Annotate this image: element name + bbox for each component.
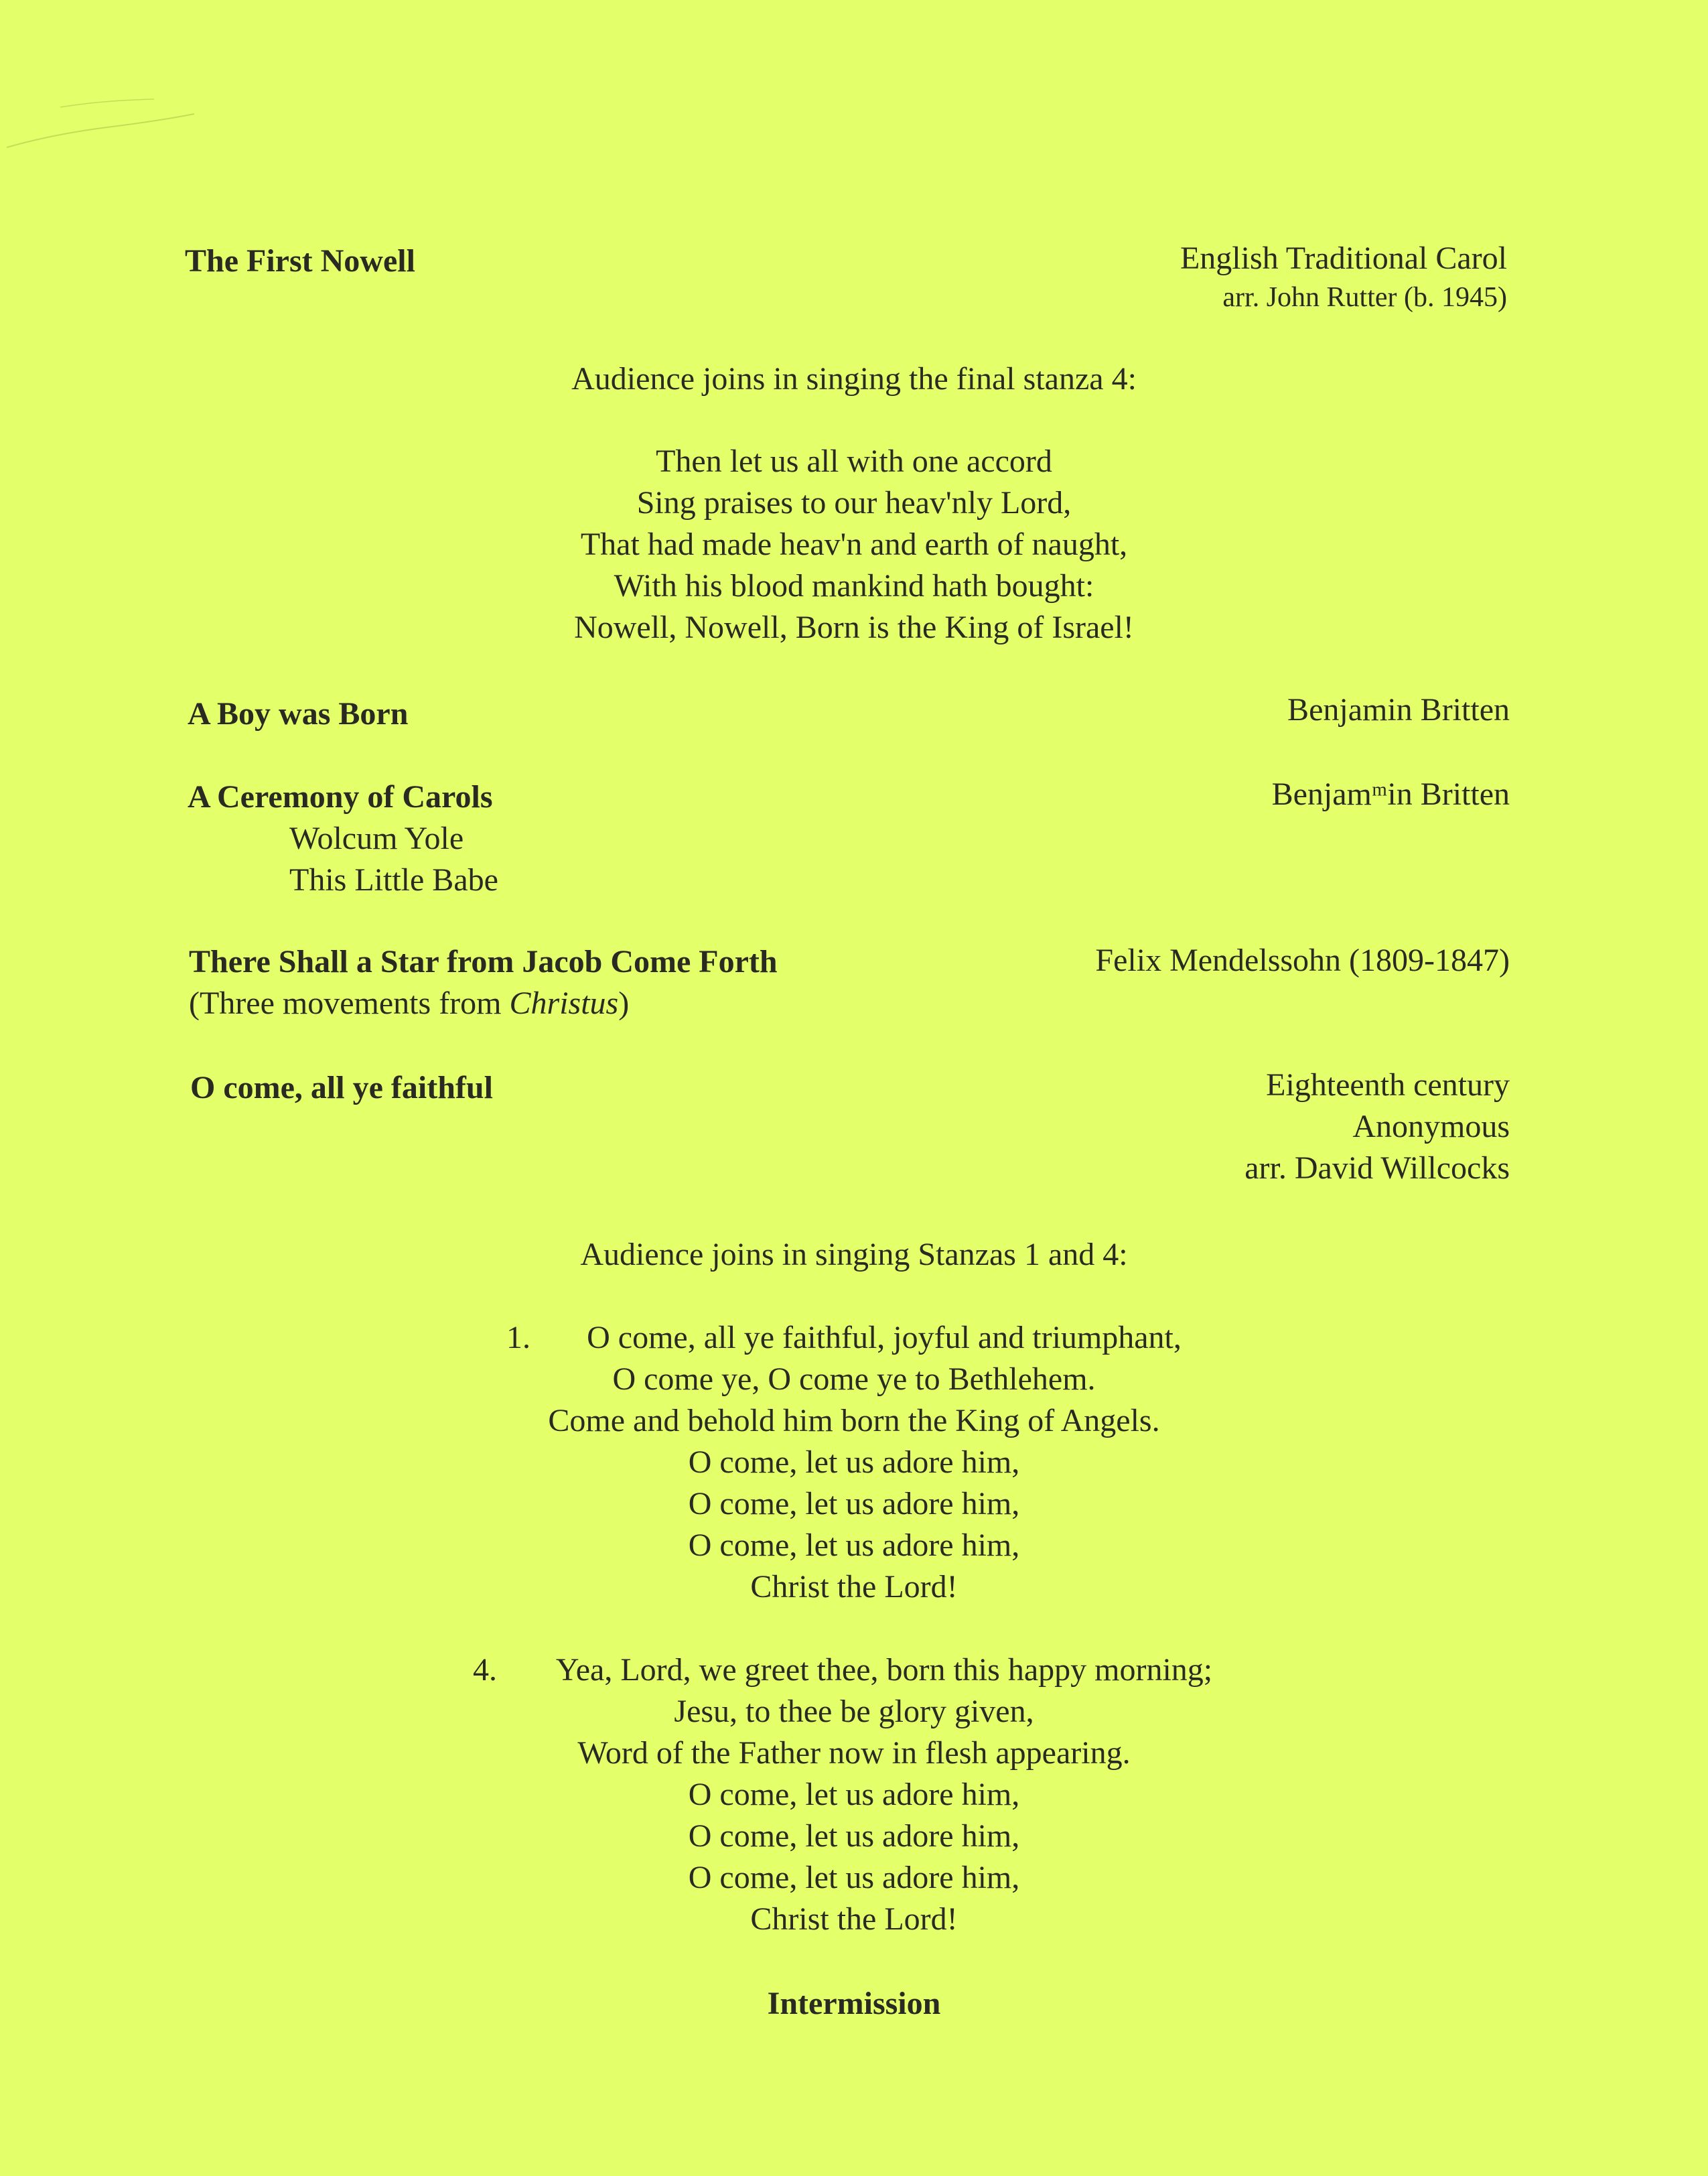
movement-wolcum-yole: Wolcum Yole — [289, 821, 464, 856]
lyric-line: That had made heav'n and earth of naught, — [580, 527, 1128, 562]
intermission-heading: Intermission — [767, 1986, 941, 2021]
lyric-line: Sing praises to our heav'nly Lord, — [636, 485, 1072, 521]
stanza-number: 4. — [473, 1652, 497, 1688]
audience-note-first-nowell: Audience joins in singing the final stanza 4: — [571, 361, 1137, 397]
credit-o-come-line1: Eighteenth century — [1266, 1067, 1510, 1103]
lyric-line: Christ the Lord! — [750, 1901, 958, 1937]
composer-ceremony-of-carols: Benjamᵐin Britten — [1271, 776, 1510, 812]
movement-this-little-babe: This Little Babe — [289, 862, 498, 898]
lyric-line: Jesu, to thee be glory given, — [674, 1694, 1034, 1729]
stanza-4 — [0, 1649, 1708, 1940]
credit-first-nowell-line2: arr. John Rutter (b. 1945) — [1222, 282, 1507, 313]
credit-first-nowell-line1: English Traditional Carol — [1180, 241, 1507, 276]
lyric-line: O come ye, O come ye to Bethlehem. — [612, 1361, 1096, 1397]
lyric-line: Then let us all with one accord — [656, 444, 1052, 479]
lyric-line: 1. O come, all ye faithful, joyful and triumphant, — [0, 1317, 1708, 1359]
composer-boy-was-born: Benjamin Britten — [1287, 692, 1510, 728]
lyric-line: Nowell, Nowell, Born is the King of Israel! — [574, 610, 1134, 645]
lyric-line: 4. Yea, Lord, we greet thee, born this happy morning; — [0, 1649, 1708, 1691]
subtitle-star-from-jacob: (Three movements from Christus) — [189, 985, 630, 1021]
piece-title-star-from-jacob: There Shall a Star from Jacob Come Forth — [189, 944, 778, 979]
stanza-number: 1. — [506, 1320, 530, 1355]
lyric-line: Christ the Lord! — [750, 1569, 958, 1605]
piece-title-boy-was-born: A Boy was Born — [188, 696, 409, 732]
lyric-line: Word of the Father now in flesh appearing. — [577, 1735, 1131, 1771]
paper-smudge — [0, 80, 201, 214]
lyric-line: O come, let us adore him, — [688, 1486, 1020, 1521]
lyric-line: O come, let us adore him, — [688, 1527, 1020, 1563]
piece-title-first-nowell: The First Nowell — [185, 243, 415, 279]
audience-note-o-come: Audience joins in singing Stanzas 1 and 4: — [580, 1237, 1128, 1272]
lyric-line: Come and behold him born the King of Angels. — [548, 1403, 1160, 1438]
lyric-line: O come, let us adore him, — [688, 1444, 1020, 1480]
subtitle-italic-christus: Christus — [509, 985, 619, 1021]
lyric-line: With his blood mankind hath bought: — [614, 568, 1094, 604]
lyric-line: O come, let us adore him, — [688, 1818, 1020, 1854]
piece-title-ceremony-of-carols: A Ceremony of Carols — [188, 779, 493, 815]
composer-star-from-jacob: Felix Mendelssohn (1809-1847) — [1095, 943, 1510, 978]
credit-o-come-line2: Anonymous — [1352, 1109, 1510, 1144]
credit-o-come-line3: arr. David Willcocks — [1244, 1150, 1510, 1186]
lyrics-first-nowell — [0, 441, 1708, 649]
lyric-line: O come, let us adore him, — [688, 1860, 1020, 1895]
stanza-1 — [0, 1317, 1708, 1608]
lyric-line: O come, let us adore him, — [688, 1777, 1020, 1812]
piece-title-o-come: O come, all ye faithful — [190, 1070, 493, 1105]
